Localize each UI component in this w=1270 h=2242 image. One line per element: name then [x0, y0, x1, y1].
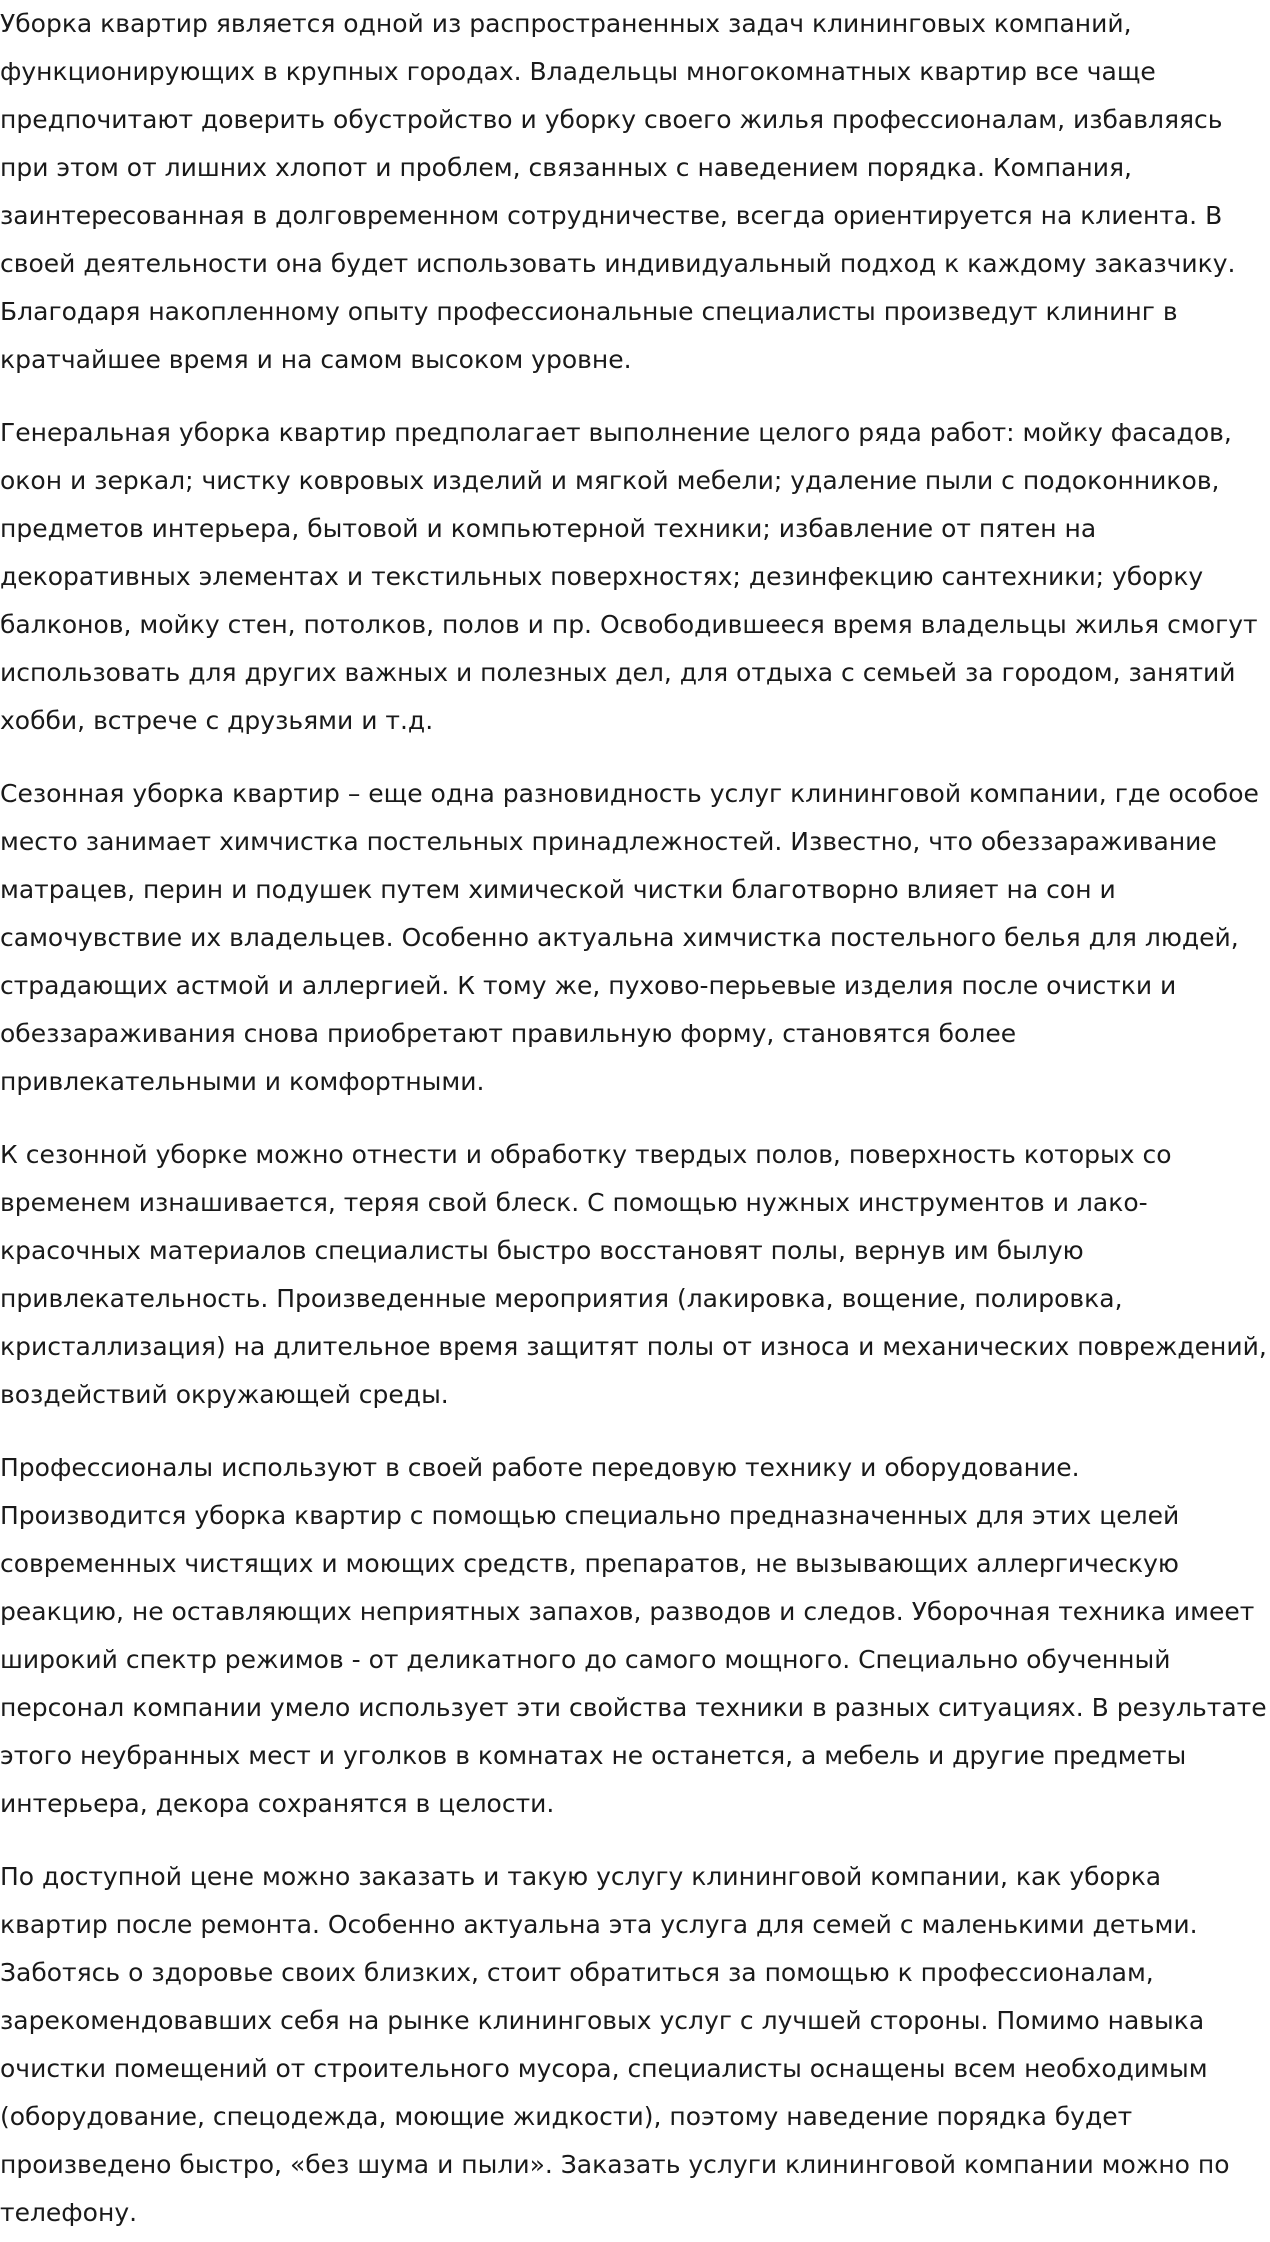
article-paragraph-5: Профессионалы используют в своей работе передовую технику и оборудование. Производится уборка квартир с помощью специально предназначенных для этих целей современных чистящих и моющих средств, препаратов, не вызывающих аллергическую реакцию, не оставляющих неприятных запахов, разводов и следов. Уборочная техника имеет широкий спектр режимов - от деликатного до самого мощного. Специально обученный персонал компании умело использует эти свойства техники в разных ситуациях. В результате этого неубранных мест и уголков в комнатах не останется, а мебель и другие предметы интерьера, декора сохранятся в целости.	[0, 1453, 1267, 1818]
article-paragraph-3: Сезонная уборка квартир – еще одна разновидность услуг клининговой компании, где особое место занимает химчистка постельных принадлежностей. Известно, что обеззараживание матрацев, перин и подушек путем химической чистки благотворно влияет на сон и самочувствие их владельцев. Особенно актуальна химчистка постельного белья для людей, страдающих астмой и аллергией. К тому же, пухово-перьевые изделия после очистки и обеззараживания снова приобретают правильную форму, становятся более привлекательными и комфортными.	[0, 779, 1259, 1096]
article-paragraph-6: По доступной цене можно заказать и такую услугу клининговой компании, как уборка квартир после ремонта. Особенно актуальна эта услуга для семей с маленькими детьми. Заботясь о здоровье своих близких, стоит обратиться за помощью к профессионалам, зарекомендовавших себя на рынке клининговых услуг с лучшей стороны. Помимо навыка очистки помещений от строительного мусора, специалисты оснащены всем необходимым (оборудование, спецодежда, моющие жидкости), поэтому наведение порядка будет произведено быстро, «без шума и пыли». Заказать услуги клининговой компании можно по телефону.	[0, 1862, 1230, 2227]
article-paragraph-4: К сезонной уборке можно отнести и обработку твердых полов, поверхность которых со временем изнашивается, теряя свой блеск. С помощью нужных инструментов и лако-красочных материалов специалисты быстро восстановят полы, вернув им былую привлекательность. Произведенные мероприятия (лакировка, вощение, полировка, кристаллизация) на длительное время защитят полы от износа и механических повреждений, воздействий окружающей среды.	[0, 1140, 1267, 1409]
article-paragraph-1: Уборка квартир является одной из распространенных задач клининговых компаний, функционирующих в крупных городах. Владельцы многокомнатных квартир все чаще предпочитают доверить обустройство и уборку своего жилья профессионалам, избавляясь при этом от лишних хлопот и проблем, связанных с наведением порядка. Компания, заинтересованная в долговременном сотрудничестве, всегда ориентируется на клиента. В своей деятельности она будет использовать индивидуальный подход к каждому заказчику. Благодаря накопленному опыту профессиональные специалисты произведут клининг в кратчайшее время и на самом высоком уровне.	[0, 9, 1236, 374]
article-paragraph-2: Генеральная уборка квартир предполагает выполнение целого ряда работ: мойку фасадов, окон и зеркал; чистку ковровых изделий и мягкой мебели; удаление пыли с подоконников, предметов интерьера, бытовой и компьютерной техники; избавление от пятен на декоративных элементах и текстильных поверхностях; дезинфекцию сантехники; уборку балконов, мойку стен, потолков, полов и пр. Освободившееся время владельцы жилья смогут использовать для других важных и полезных дел, для отдыха с семьей за городом, занятий хобби, встрече с друзьями и т.д.	[0, 418, 1258, 735]
